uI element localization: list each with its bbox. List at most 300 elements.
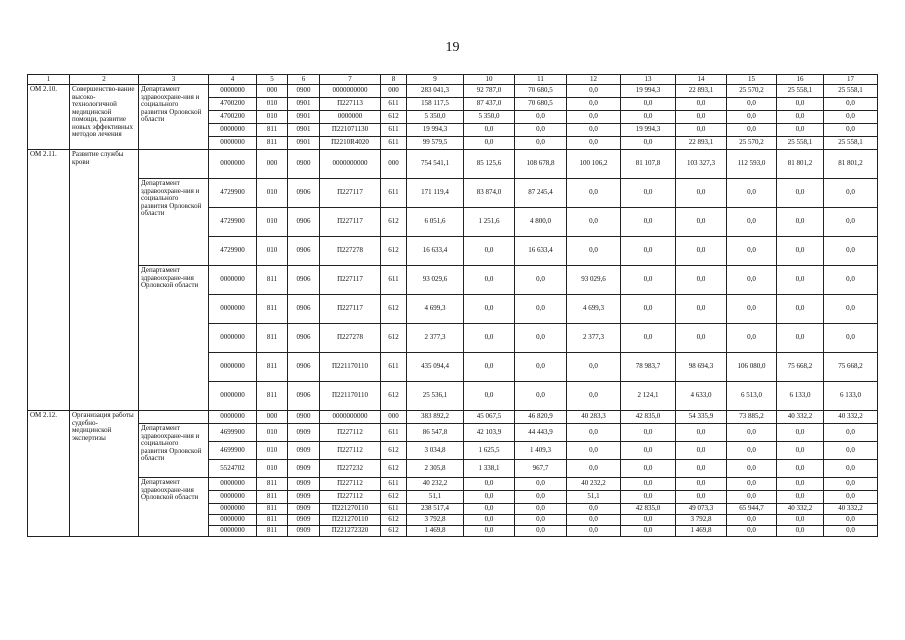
value-cell: 0,0 [824, 237, 878, 266]
value-cell: 0,0 [824, 111, 878, 124]
value-cell: 93 029,6 [407, 266, 464, 295]
value-cell: 0,0 [464, 324, 515, 353]
value-cell: 40 332,2 [824, 504, 878, 515]
value-cell: 0909 [288, 424, 320, 442]
value-cell: 108 678,8 [515, 150, 567, 179]
value-cell: 0,0 [777, 324, 824, 353]
value-cell: 2 377,3 [567, 324, 621, 353]
value-cell: 4 633,0 [676, 382, 727, 411]
value-cell: 25 558,1 [824, 137, 878, 150]
value-cell: 811 [257, 504, 288, 515]
column-header: 17 [824, 75, 878, 85]
value-cell: 811 [257, 526, 288, 537]
value-cell: 98 694,3 [676, 353, 727, 382]
value-cell: 3 792,8 [407, 515, 464, 526]
value-cell: 0,0 [777, 424, 824, 442]
executor-cell: Департамент здравоохране-ния и социального развития Орловской области [139, 424, 209, 478]
value-cell: 811 [257, 478, 288, 491]
value-cell: 0906 [288, 382, 320, 411]
value-cell: 40 283,3 [567, 411, 621, 424]
value-cell: 112 593,0 [727, 150, 777, 179]
value-cell: 0906 [288, 266, 320, 295]
value-cell: 0,0 [824, 478, 878, 491]
value-cell: 0,0 [777, 179, 824, 208]
value-cell: 25 570,2 [727, 85, 777, 98]
value-cell: 0000000000 [320, 85, 381, 98]
value-cell: 612 [381, 491, 407, 504]
value-cell: 0000000 [209, 411, 257, 424]
value-cell: 0,0 [676, 179, 727, 208]
value-cell: 49 073,3 [676, 504, 727, 515]
value-cell: 000 [381, 85, 407, 98]
value-cell: 0,0 [515, 526, 567, 537]
value-cell: 0,0 [777, 295, 824, 324]
value-cell: 010 [257, 208, 288, 237]
column-header: 4 [209, 75, 257, 85]
table-row [28, 85, 878, 98]
budget-table [27, 74, 878, 537]
value-cell: 4 800,0 [515, 208, 567, 237]
value-cell: 40 232,2 [407, 478, 464, 491]
value-cell: 0,0 [515, 137, 567, 150]
value-cell: 25 558,1 [824, 85, 878, 98]
value-cell: 0,0 [676, 111, 727, 124]
value-cell: 0,0 [515, 111, 567, 124]
executor-cell [139, 150, 209, 179]
value-cell: 811 [257, 382, 288, 411]
value-cell: 1 338,1 [464, 460, 515, 478]
value-cell: 25 558,1 [777, 137, 824, 150]
value-cell: 0906 [288, 324, 320, 353]
value-cell: 000 [381, 150, 407, 179]
value-cell: 0,0 [464, 526, 515, 537]
column-header: 2 [70, 75, 139, 85]
value-cell: 0,0 [777, 526, 824, 537]
value-cell: 0,0 [676, 237, 727, 266]
value-cell: 45 067,5 [464, 411, 515, 424]
value-cell: 0000000 [209, 478, 257, 491]
value-cell: 811 [257, 295, 288, 324]
value-cell: П221170110 [320, 382, 381, 411]
value-cell: 0,0 [727, 208, 777, 237]
value-cell: 0000000 [209, 382, 257, 411]
value-cell: 0,0 [824, 266, 878, 295]
value-cell: 4729900 [209, 179, 257, 208]
value-cell: 0,0 [824, 124, 878, 137]
value-cell: 3 034,8 [407, 442, 464, 460]
value-cell: 87 437,0 [464, 98, 515, 111]
column-header: 5 [257, 75, 288, 85]
value-cell: 0,0 [464, 515, 515, 526]
value-cell: 0,0 [727, 295, 777, 324]
measure-code: ОМ 2.10. [28, 85, 70, 150]
value-cell: 0000000 [209, 85, 257, 98]
value-cell: 0,0 [464, 137, 515, 150]
value-cell: 0,0 [621, 98, 676, 111]
value-cell: 754 541,1 [407, 150, 464, 179]
value-cell: 0,0 [727, 460, 777, 478]
value-cell: 612 [381, 382, 407, 411]
column-header: 6 [288, 75, 320, 85]
value-cell: 4699900 [209, 442, 257, 460]
value-cell: 0,0 [676, 208, 727, 237]
value-cell: 0,0 [567, 442, 621, 460]
column-header: 12 [567, 75, 621, 85]
value-cell: 010 [257, 179, 288, 208]
value-cell: 0,0 [777, 98, 824, 111]
value-cell: 0,0 [464, 237, 515, 266]
value-cell: 0,0 [676, 478, 727, 491]
value-cell: 612 [381, 515, 407, 526]
value-cell: 75 668,2 [777, 353, 824, 382]
value-cell: 612 [381, 111, 407, 124]
value-cell: 4 699,3 [407, 295, 464, 324]
value-cell: 0000000000 [320, 150, 381, 179]
value-cell: 0,0 [727, 237, 777, 266]
value-cell: 010 [257, 460, 288, 478]
value-cell: 0,0 [777, 460, 824, 478]
value-cell: 0,0 [824, 491, 878, 504]
value-cell: 0,0 [777, 208, 824, 237]
table-row [28, 411, 878, 424]
value-cell: 0,0 [621, 266, 676, 295]
value-cell: 0,0 [824, 324, 878, 353]
value-cell: 0,0 [464, 504, 515, 515]
value-cell: 010 [257, 111, 288, 124]
value-cell: 0,0 [621, 237, 676, 266]
value-cell: 2 305,8 [407, 460, 464, 478]
value-cell: 40 332,2 [777, 411, 824, 424]
column-header: 15 [727, 75, 777, 85]
value-cell: 0909 [288, 460, 320, 478]
value-cell: 010 [257, 442, 288, 460]
value-cell: 611 [381, 124, 407, 137]
value-cell: 611 [381, 478, 407, 491]
value-cell: 0906 [288, 179, 320, 208]
value-cell: 0,0 [824, 515, 878, 526]
executor-cell: Департамент здравоохране-ния Орловской области [139, 266, 209, 411]
value-cell: 0901 [288, 111, 320, 124]
value-cell: 0901 [288, 124, 320, 137]
value-cell: П227117 [320, 208, 381, 237]
value-cell: 0,0 [727, 179, 777, 208]
table-row [28, 478, 878, 491]
value-cell: 100 106,2 [567, 150, 621, 179]
value-cell: П227117 [320, 179, 381, 208]
value-cell: П221270110 [320, 504, 381, 515]
value-cell: 81 801,2 [824, 150, 878, 179]
value-cell: 0909 [288, 491, 320, 504]
value-cell: 0,0 [567, 137, 621, 150]
value-cell: 0,0 [515, 491, 567, 504]
value-cell: 010 [257, 98, 288, 111]
value-cell: 0,0 [567, 424, 621, 442]
value-cell: 81 801,2 [777, 150, 824, 179]
value-cell: 0,0 [567, 504, 621, 515]
value-cell: 0,0 [515, 382, 567, 411]
value-cell: 238 517,4 [407, 504, 464, 515]
value-cell: 0,0 [621, 137, 676, 150]
value-cell: 4729900 [209, 237, 257, 266]
value-cell: 0,0 [567, 208, 621, 237]
value-cell: 0,0 [676, 124, 727, 137]
value-cell: 0909 [288, 442, 320, 460]
value-cell: П227278 [320, 237, 381, 266]
value-cell: 19 994,3 [621, 124, 676, 137]
value-cell: 0,0 [567, 98, 621, 111]
value-cell: 0909 [288, 478, 320, 491]
value-cell: 0909 [288, 515, 320, 526]
value-cell: П227112 [320, 424, 381, 442]
value-cell: 0,0 [727, 424, 777, 442]
value-cell: 0906 [288, 208, 320, 237]
executor-cell: Департамент здравоохране-ния и социального развития Орловской области [139, 85, 209, 150]
value-cell: 0,0 [727, 515, 777, 526]
value-cell: 0,0 [676, 442, 727, 460]
value-cell: 612 [381, 526, 407, 537]
value-cell: П221170110 [320, 353, 381, 382]
value-cell: 811 [257, 324, 288, 353]
value-cell: 1 469,8 [407, 526, 464, 537]
value-cell: П227117 [320, 266, 381, 295]
column-header: 10 [464, 75, 515, 85]
value-cell: 0909 [288, 526, 320, 537]
value-cell: П221272320 [320, 526, 381, 537]
value-cell: 0,0 [777, 515, 824, 526]
value-cell: 0,0 [824, 460, 878, 478]
value-cell: 0,0 [777, 237, 824, 266]
value-cell: 1 409,3 [515, 442, 567, 460]
value-cell: 4 699,3 [567, 295, 621, 324]
column-header: 1 [28, 75, 70, 85]
value-cell: 611 [381, 504, 407, 515]
value-cell: 0000000 [209, 137, 257, 150]
value-cell: 1 625,5 [464, 442, 515, 460]
value-cell: 0,0 [621, 179, 676, 208]
value-cell: 283 041,3 [407, 85, 464, 98]
value-cell: 85 125,6 [464, 150, 515, 179]
value-cell: 0,0 [824, 424, 878, 442]
value-cell: 16 633,4 [407, 237, 464, 266]
value-cell: 0,0 [824, 179, 878, 208]
value-cell: 0,0 [567, 179, 621, 208]
value-cell: 0901 [288, 98, 320, 111]
value-cell: П221270110 [320, 515, 381, 526]
header-row [28, 75, 878, 85]
value-cell: 46 820,9 [515, 411, 567, 424]
value-cell: 0,0 [727, 491, 777, 504]
value-cell: 0,0 [464, 353, 515, 382]
value-cell: 4699900 [209, 424, 257, 442]
value-cell: 0,0 [824, 442, 878, 460]
value-cell: 0,0 [777, 266, 824, 295]
value-cell: 0,0 [515, 353, 567, 382]
value-cell: 0,0 [824, 295, 878, 324]
value-cell: П227232 [320, 460, 381, 478]
value-cell: 4700200 [209, 111, 257, 124]
value-cell: 1 469,8 [676, 526, 727, 537]
value-cell: 811 [257, 137, 288, 150]
value-cell: 40 232,2 [567, 478, 621, 491]
value-cell: 103 327,3 [676, 150, 727, 179]
value-cell: 0,0 [727, 442, 777, 460]
value-cell: 0000000 [209, 124, 257, 137]
value-cell: 611 [381, 266, 407, 295]
column-header: 11 [515, 75, 567, 85]
value-cell: 99 579,5 [407, 137, 464, 150]
value-cell: П227112 [320, 491, 381, 504]
value-cell: 75 668,2 [824, 353, 878, 382]
value-cell: 22 893,1 [676, 85, 727, 98]
value-cell: 0000000 [209, 324, 257, 353]
value-cell: 0,0 [567, 85, 621, 98]
value-cell: 25 558,1 [777, 85, 824, 98]
value-cell: 70 680,5 [515, 85, 567, 98]
value-cell: П227112 [320, 478, 381, 491]
value-cell: 0,0 [515, 295, 567, 324]
value-cell: 83 874,0 [464, 179, 515, 208]
value-cell: 19 994,3 [407, 124, 464, 137]
value-cell: 612 [381, 237, 407, 266]
value-cell: 611 [381, 424, 407, 442]
value-cell: 0,0 [727, 526, 777, 537]
value-cell: 611 [381, 353, 407, 382]
value-cell: П227113 [320, 98, 381, 111]
value-cell: 0000000 [209, 295, 257, 324]
value-cell: 0900 [288, 150, 320, 179]
value-cell: П2210R4020 [320, 137, 381, 150]
value-cell: 0,0 [621, 442, 676, 460]
value-cell: 0,0 [777, 442, 824, 460]
value-cell: 967,7 [515, 460, 567, 478]
value-cell: 000 [257, 85, 288, 98]
value-cell: 811 [257, 353, 288, 382]
value-cell: 5 350,0 [464, 111, 515, 124]
value-cell: 0000000 [209, 491, 257, 504]
value-cell: 0000000 [320, 111, 381, 124]
value-cell: 0,0 [777, 491, 824, 504]
value-cell: 0,0 [621, 515, 676, 526]
value-cell: 0,0 [676, 266, 727, 295]
value-cell: 40 332,2 [824, 411, 878, 424]
value-cell: 0000000 [209, 504, 257, 515]
value-cell: 0906 [288, 353, 320, 382]
value-cell: 16 633,4 [515, 237, 567, 266]
value-cell: 0,0 [676, 491, 727, 504]
value-cell: 0,0 [824, 98, 878, 111]
value-cell: 19 994,3 [621, 85, 676, 98]
value-cell: 6 133,0 [777, 382, 824, 411]
value-cell: 0,0 [515, 324, 567, 353]
executor-cell: Департамент здравоохране-ния и социального развития Орловской области [139, 179, 209, 266]
value-cell: 0,0 [567, 237, 621, 266]
value-cell: 40 332,2 [777, 504, 824, 515]
value-cell: 54 335,9 [676, 411, 727, 424]
value-cell: 106 080,0 [727, 353, 777, 382]
value-cell: 0,0 [777, 478, 824, 491]
value-cell: 0,0 [727, 478, 777, 491]
value-cell: 93 029,6 [567, 266, 621, 295]
value-cell: 0900 [288, 85, 320, 98]
value-cell: 1 251,6 [464, 208, 515, 237]
value-cell: 0000000 [209, 150, 257, 179]
value-cell: 0,0 [464, 295, 515, 324]
value-cell: 612 [381, 324, 407, 353]
value-cell: 0,0 [567, 353, 621, 382]
measure-name: Организация работы судебно-медицинской экспертизы [70, 411, 139, 537]
value-cell: 42 103,9 [464, 424, 515, 442]
measure-code: ОМ 2.12. [28, 411, 70, 537]
column-header: 8 [381, 75, 407, 85]
value-cell: 0,0 [464, 124, 515, 137]
value-cell: 0,0 [824, 208, 878, 237]
value-cell: 0,0 [621, 111, 676, 124]
value-cell: 0,0 [567, 382, 621, 411]
value-cell: 0000000 [209, 515, 257, 526]
value-cell: 0000000 [209, 353, 257, 382]
executor-cell: Департамент здравоохране-ния Орловской области [139, 478, 209, 537]
value-cell: 0,0 [515, 124, 567, 137]
value-cell: 0,0 [621, 208, 676, 237]
value-cell: 0,0 [676, 324, 727, 353]
value-cell: 0,0 [676, 295, 727, 324]
value-cell: 5 350,0 [407, 111, 464, 124]
value-cell: 158 117,5 [407, 98, 464, 111]
value-cell: 0909 [288, 504, 320, 515]
table-row [28, 266, 878, 295]
value-cell: П227278 [320, 324, 381, 353]
value-cell: 6 513,0 [727, 382, 777, 411]
column-header: 13 [621, 75, 676, 85]
value-cell: 0,0 [727, 98, 777, 111]
value-cell: 51,1 [567, 491, 621, 504]
value-cell: 611 [381, 137, 407, 150]
value-cell: 612 [381, 442, 407, 460]
value-cell: П227112 [320, 442, 381, 460]
value-cell: 611 [381, 179, 407, 208]
value-cell: 612 [381, 460, 407, 478]
value-cell: 000 [257, 411, 288, 424]
value-cell: 811 [257, 124, 288, 137]
value-cell: 2 124,1 [621, 382, 676, 411]
table-row [28, 179, 878, 208]
value-cell: 000 [257, 150, 288, 179]
value-cell: 0,0 [824, 526, 878, 537]
value-cell: 612 [381, 208, 407, 237]
column-header: 3 [139, 75, 209, 85]
value-cell: 0,0 [727, 124, 777, 137]
value-cell: 70 680,5 [515, 98, 567, 111]
value-cell: 0906 [288, 295, 320, 324]
column-header: 7 [320, 75, 381, 85]
value-cell: 0,0 [464, 478, 515, 491]
value-cell: 44 443,9 [515, 424, 567, 442]
value-cell: 0,0 [621, 424, 676, 442]
value-cell: 0,0 [515, 515, 567, 526]
value-cell: 383 892,2 [407, 411, 464, 424]
value-cell: 0,0 [676, 98, 727, 111]
value-cell: 0,0 [515, 266, 567, 295]
value-cell: 0,0 [464, 266, 515, 295]
value-cell: 0,0 [464, 491, 515, 504]
value-cell: 0900 [288, 411, 320, 424]
value-cell: 25 536,1 [407, 382, 464, 411]
value-cell: 0,0 [676, 424, 727, 442]
value-cell: 0,0 [727, 111, 777, 124]
value-cell: 5524702 [209, 460, 257, 478]
value-cell: 42 835,0 [621, 411, 676, 424]
value-cell: 611 [381, 98, 407, 111]
